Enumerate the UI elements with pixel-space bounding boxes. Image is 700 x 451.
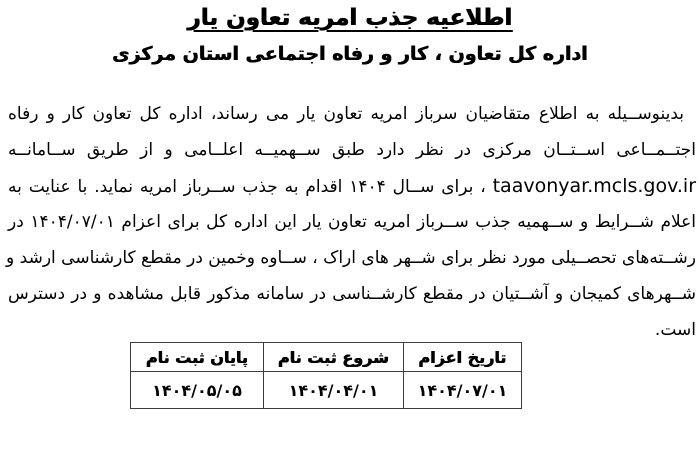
paragraph-line: رشــته‌های تحصــیلی مورد نظر برای شــهر های اراک ، ســاوه وخمین در مقطع کارشناسی ارشد و [6,248,696,268]
header-registration-end: پایان ثبت نام [131,343,264,372]
table-header-row [131,343,522,372]
value-registration-start: ۱۴۰۴/۰۴/۰۱ [264,372,404,409]
paragraph-line: شــهرهای کمیجان و آشــتیان در مقطع کارشــناسی در سامانه مذکور قابل مشاهده و در دسترس [8,284,696,304]
notice-subtitle: اداره کل تعاون ، کار و رفاه اجتماعی استان مرکزی [112,43,588,65]
paragraph-line: اجتــمــاعی اســتــان مرکزی در نظر دارد طبق ســهمیــه اعلــامی و از طریق ســامانــه [8,140,696,160]
header-registration-start: شروع ثبت نام [264,343,404,372]
table-row [131,372,522,409]
notice-title: اطلاعیه جذب امریه تعاون یار [187,5,513,31]
registration-dates-table [130,342,522,409]
paragraph-line [8,168,696,204]
value-departure-date: ۱۴۰۴/۰۷/۰۱ [404,372,522,409]
paragraph-line: اعلام شــرایط و ســهمیه جذب ســرباز امریه تعاون یار این اداره کل برای اعزام ۱۴۰۴/۰۷/۰۱ در [8,212,696,232]
paragraph-line: بدینوســیله به اطلاع متقاضیان سرباز امریه تعاون یار می رساند، اداره کل تعاون کار و رفاه [8,104,684,124]
portal-url: taavonyar.mcls.gov.ir [492,175,697,197]
paragraph-line-text: ، برای ســال ۱۴۰۴ اقدام به جذب ســرباز امریه نماید. با عنایت به [8,177,486,197]
header-departure-date: تاریخ اعزام [404,343,522,372]
notice-paragraph [8,96,696,348]
paragraph-line: است. [654,320,696,340]
value-registration-end: ۱۴۰۴/۰۵/۰۵ [131,372,264,409]
